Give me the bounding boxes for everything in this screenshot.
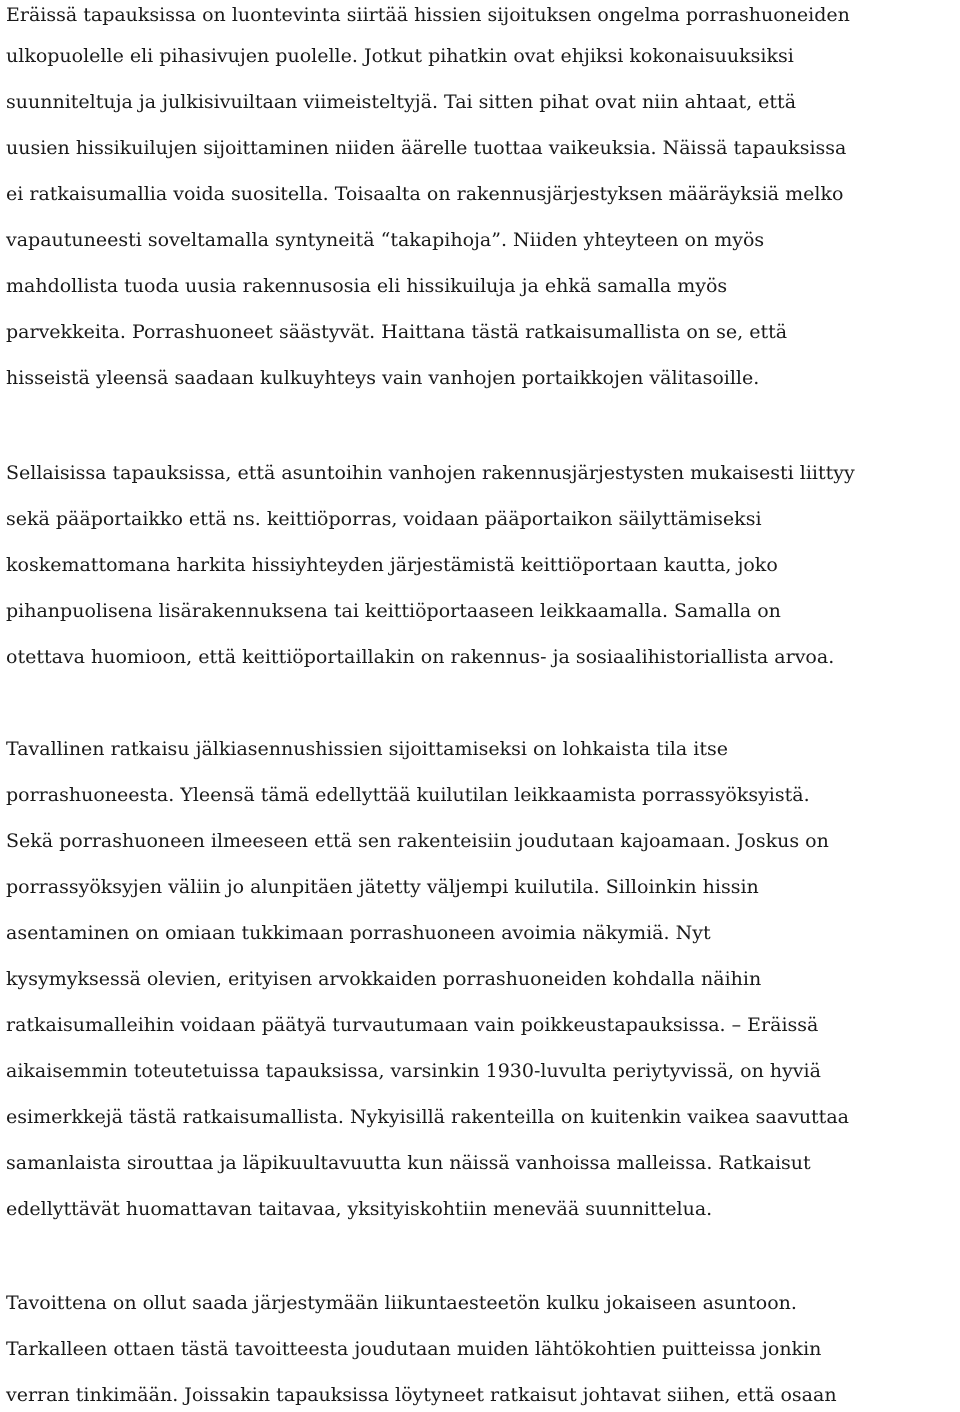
text-line: Tavoittena on ollut saada järjestymään liikuntaesteetön kulku jokaiseen asuntoon. <box>6 1292 797 1314</box>
text-line: verran tinkimään. Joissakin tapauksissa löytyneet ratkaisut johtavat siihen, että osaan <box>6 1384 837 1406</box>
text-line: ei ratkaisumallia voida suositella. Toisaalta on rakennusjärjestyksen määräyksiä melko <box>6 183 844 205</box>
text-line: samanlaista sirouttaa ja läpikuultavuutta kun näissä vanhoissa malleissa. Ratkaisut <box>6 1152 811 1174</box>
text-line: porrashuoneesta. Yleensä tämä edellyttää kuilutilan leikkaamista porrassyöksyistä. <box>6 784 810 806</box>
text-line: asentaminen on omiaan tukkimaan porrashuoneen avoimia näkymiä. Nyt <box>6 922 711 944</box>
text-line: sekä pääportaikko että ns. keittiöporras, voidaan pääportaikon säilyttämiseksi <box>6 508 762 530</box>
text-line: pihanpuolisena lisärakennuksena tai keittiöportaaseen leikkaamalla. Samalla on <box>6 600 781 622</box>
text-line: kysymyksessä olevien, erityisen arvokkaiden porrashuoneiden kohdalla näihin <box>6 968 762 990</box>
text-line: uusien hissikuilujen sijoittaminen niiden äärelle tuottaa vaikeuksia. Näissä tapauksissa <box>6 137 847 159</box>
text-line: hisseistä yleensä saadaan kulkuyhteys vain vanhojen portaikkojen välitasoille. <box>6 367 760 389</box>
text-line: ratkaisumalleihin voidaan päätyä turvautumaan vain poikkeustapauksissa. – Eräissä <box>6 1014 819 1036</box>
text-line: esimerkkejä tästä ratkaisumallista. Nykyisillä rakenteilla on kuitenkin vaikea saavuttaa <box>6 1106 849 1128</box>
text-line: vapautuneesti soveltamalla syntyneitä “takapihoja”. Niiden yhteyteen on myös <box>6 229 765 251</box>
text-line: Tavallinen ratkaisu jälkiasennushissien sijoittamiseksi on lohkaista tila itse <box>6 738 728 760</box>
text-line: parvekkeita. Porrashuoneet säästyvät. Haittana tästä ratkaisumallista on se, että <box>6 321 788 343</box>
text-line: suunniteltuja ja julkisivuiltaan viimeisteltyjä. Tai sitten pihat ovat niin ahtaat, että <box>6 91 797 113</box>
text-line: koskemattomana harkita hissiyhteyden järjestämistä keittiöportaan kautta, joko <box>6 554 778 576</box>
text-line: Sekä porrashuoneen ilmeeseen että sen rakenteisiin joudutaan kajoamaan. Joskus on <box>6 830 829 852</box>
text-line: edellyttävät huomattavan taitavaa, yksityiskohtiin menevää suunnittelua. <box>6 1198 713 1220</box>
text-line: Tarkalleen ottaen tästä tavoitteesta joudutaan muiden lähtökohtien puitteissa jonkin <box>6 1338 822 1360</box>
text-line: porrassyöksyjen väliin jo alunpitäen jätetty väljempi kuilutila. Silloinkin hissin <box>6 876 759 898</box>
text-line: Eräissä tapauksissa on luontevinta siirtää hissien sijoituksen ongelma porrashuoneiden <box>6 4 850 26</box>
text-line: aikaisemmin toteutetuissa tapauksissa, varsinkin 1930-luvulta periytyvissä, on hyviä <box>6 1060 821 1082</box>
text-line: ulkopuolelle eli pihasivujen puolelle. Jotkut pihatkin ovat ehjiksi kokonaisuuksiksi <box>6 45 794 67</box>
text-line: Sellaisissa tapauksissa, että asuntoihin vanhojen rakennusjärjestysten mukaisesti liittyy <box>6 462 855 484</box>
text-line: mahdollista tuoda uusia rakennusosia eli hissikuiluja ja ehkä samalla myös <box>6 275 728 297</box>
text-line: otettava huomioon, että keittiöportaillakin on rakennus- ja sosiaalihistoriallista arvoa. <box>6 646 835 668</box>
